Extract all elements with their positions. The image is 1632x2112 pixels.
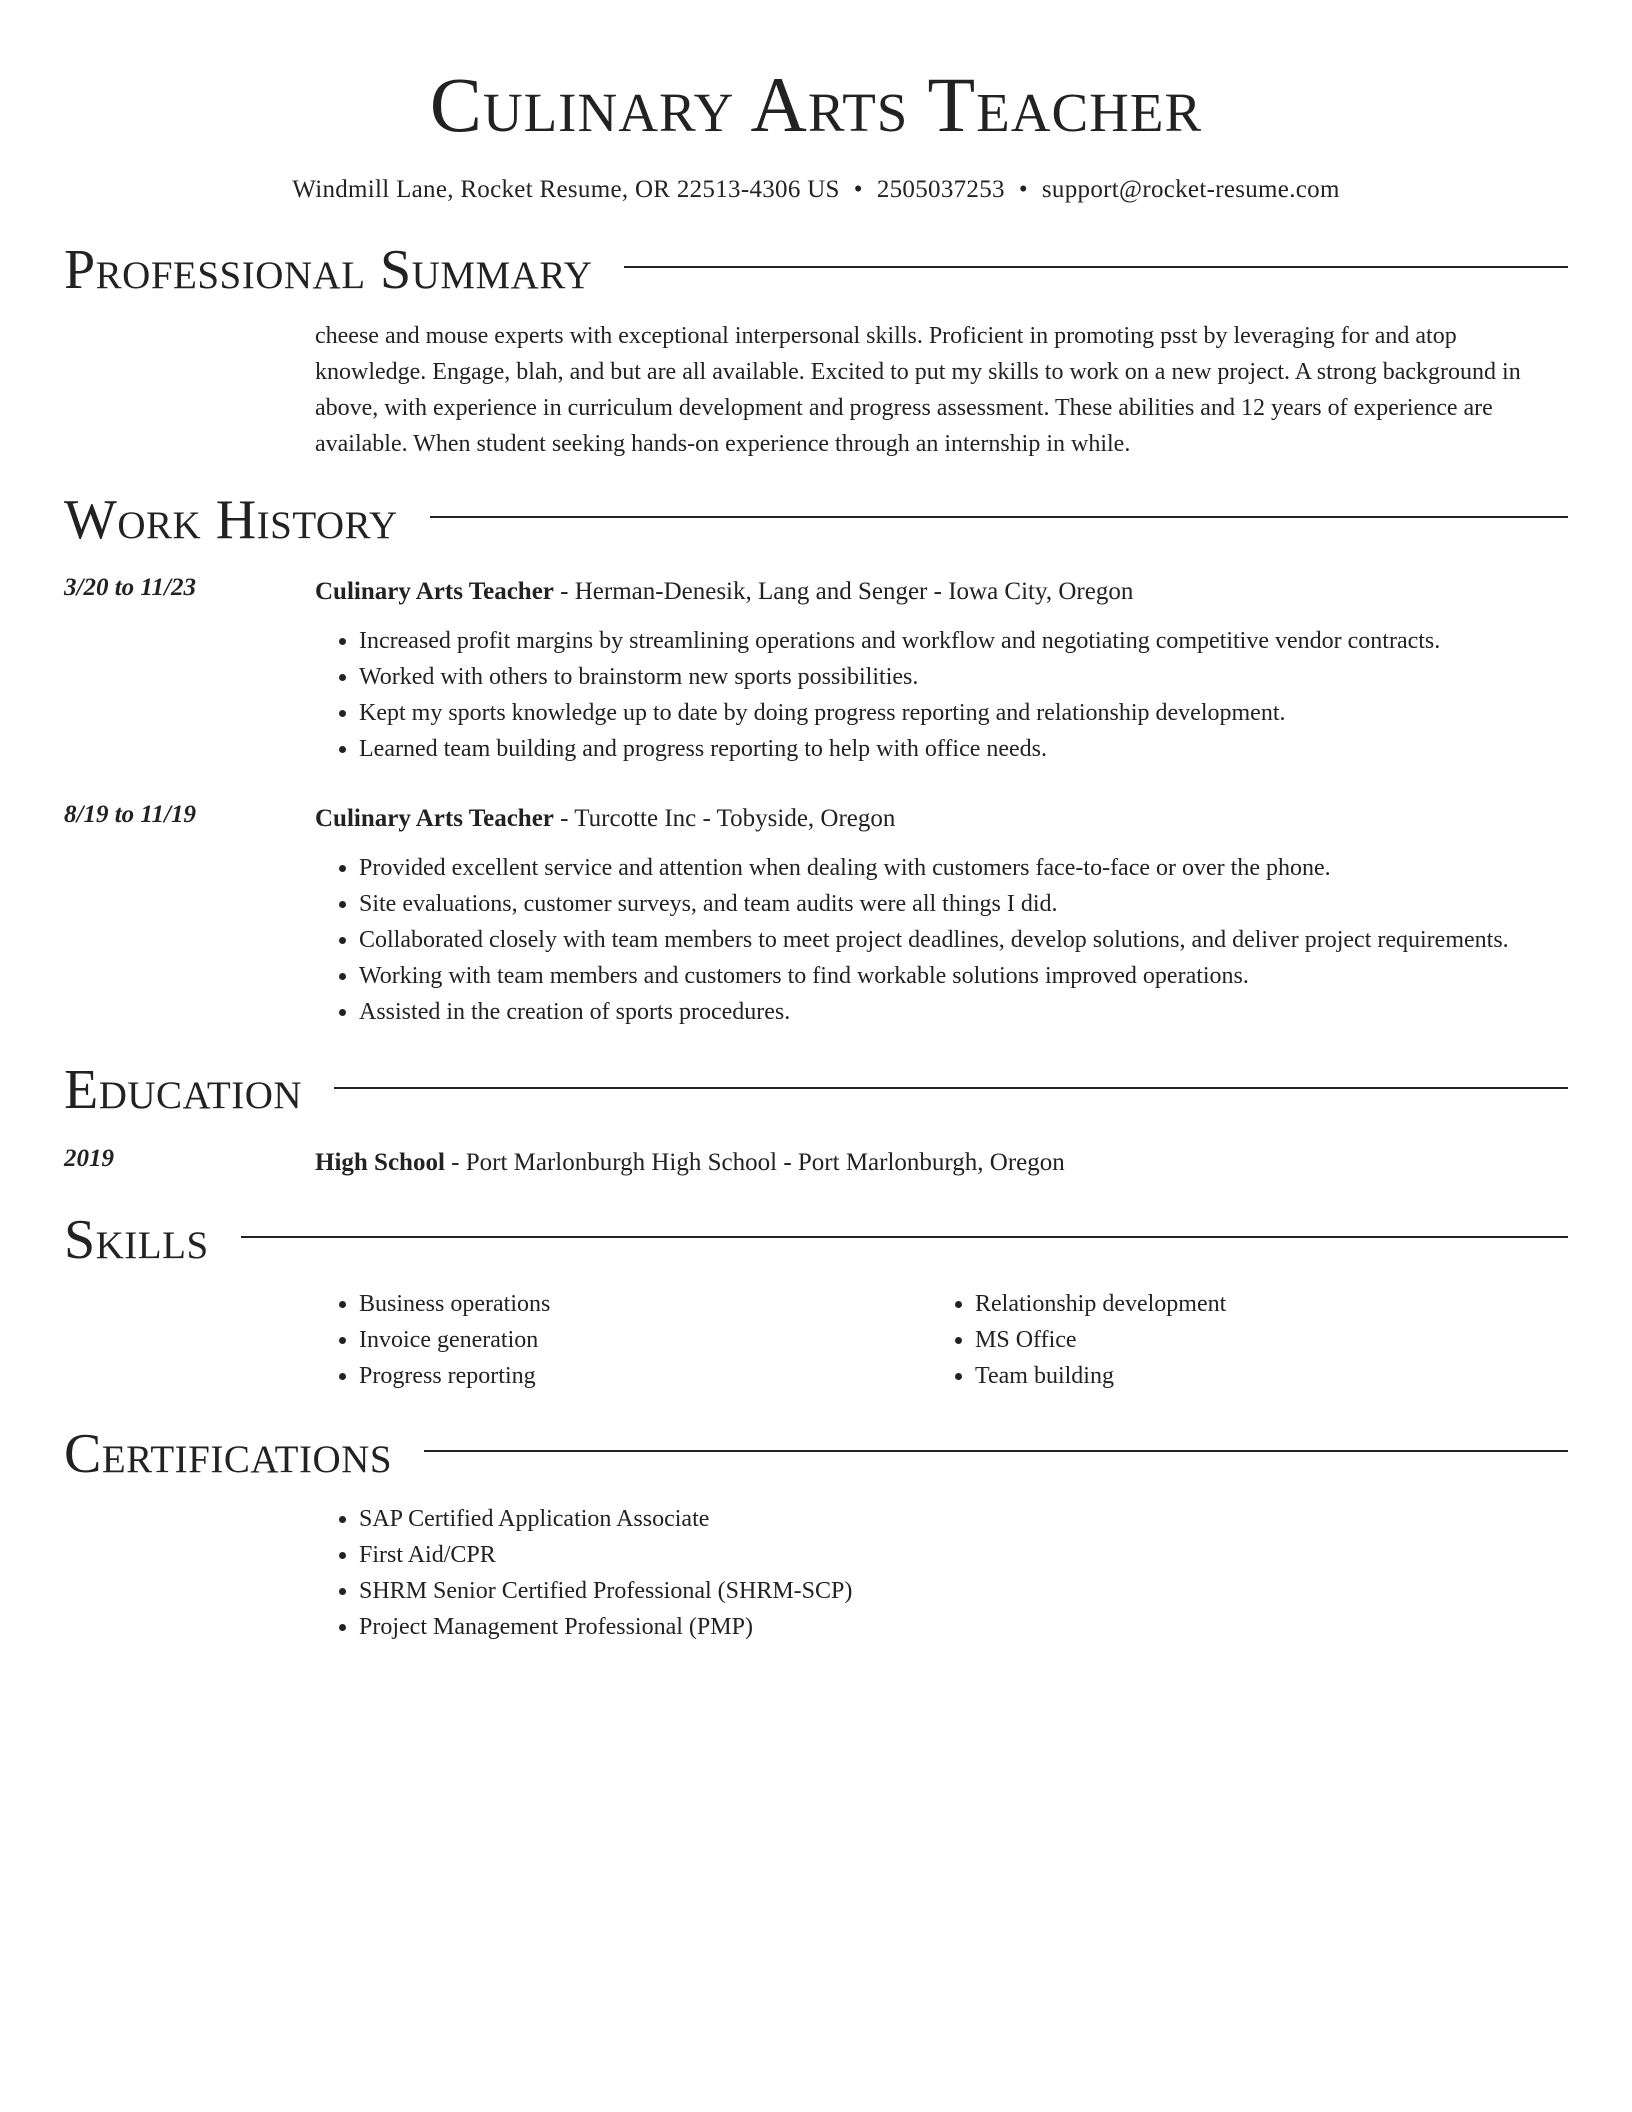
contact-line bbox=[64, 176, 1568, 204]
work-heading: Work History bbox=[64, 489, 398, 552]
certifications-section-header bbox=[64, 1422, 1568, 1486]
job-bullet: • Increased profit margins by streamlining operations and workflow and negotiating competitive vendor contracts. bbox=[359, 623, 1568, 659]
summary-text: cheese and mouse experts with exceptional interpersonal skills. Proficient in promoting psst by leveraging for and atop knowledge. Engage, blah, and but are all available. Excited to put my skills to work on a new project. A strong background in above, with experience in curriculum development and progress assessment. These abilities and 12 years of experience are available. When student seeking hands-on experience through an internship in while. bbox=[315, 323, 1521, 458]
job-bullet: • Worked with others to brainstorm new sports possibilities. bbox=[359, 659, 1568, 695]
job-employer-location: - Herman-Denesik, Lang and Senger - Iowa City, Oregon bbox=[553, 578, 1134, 606]
contact-email[interactable]: support@rocket-resume.com bbox=[1041, 175, 1340, 203]
job-bullets bbox=[315, 623, 1568, 767]
certification-item: • SHRM Senior Certified Professional (SHRM-SCP) bbox=[359, 1573, 1568, 1609]
summary-heading: Professional Summary bbox=[64, 238, 593, 301]
skills-grid bbox=[315, 1286, 1568, 1394]
contact-address: Windmill Lane, Rocket Resume, OR 22513-4306 US bbox=[292, 175, 840, 203]
skills-list-left bbox=[315, 1286, 931, 1394]
job-employer-location: - Turcotte Inc - Tobyside, Oregon bbox=[553, 805, 896, 833]
skill-item: • Invoice generation bbox=[359, 1322, 931, 1358]
work-section-header bbox=[64, 488, 1568, 552]
job-bullet: • Site evaluations, customer surveys, and team audits were all things I did. bbox=[359, 886, 1568, 922]
job-title: Culinary Arts Teacher bbox=[315, 578, 554, 606]
skill-item: • Business operations bbox=[359, 1286, 931, 1322]
contact-separator: • bbox=[853, 175, 863, 203]
skill-item: • Progress reporting bbox=[359, 1358, 931, 1394]
skills-spacer bbox=[64, 1272, 315, 1394]
job-bullet: • Working with team members and customers to find workable solutions improved operations. bbox=[359, 958, 1568, 994]
contact-phone: 2505037253 bbox=[876, 175, 1005, 203]
certifications-list bbox=[315, 1501, 1568, 1645]
job-bullet: • Collaborated closely with team members to meet project deadlines, develop solutions, and deliver project requirements. bbox=[359, 922, 1568, 958]
education-details bbox=[315, 1145, 1568, 1180]
summary-row bbox=[64, 302, 1568, 462]
certifications-details bbox=[315, 1487, 1568, 1645]
job-dates: 3/20 to 11/23 bbox=[64, 574, 196, 602]
education-year: 2019 bbox=[64, 1144, 114, 1172]
skills-section-header bbox=[64, 1208, 1568, 1272]
candidate-name: Culinary Arts Teacher bbox=[429, 61, 1203, 148]
certifications-heading: Certifications bbox=[64, 1423, 393, 1486]
job-dates: 8/19 to 11/19 bbox=[64, 801, 196, 829]
skills-heading: Skills bbox=[64, 1208, 209, 1271]
skill-item: • Relationship development bbox=[975, 1286, 1547, 1322]
skills-list-right bbox=[931, 1286, 1547, 1394]
job-details bbox=[315, 801, 1568, 1030]
education-entry bbox=[64, 1145, 1568, 1180]
section-divider bbox=[334, 1087, 1568, 1089]
certification-item: • SAP Certified Application Associate bbox=[359, 1501, 1568, 1537]
contact-separator: • bbox=[1018, 175, 1028, 203]
job-entry bbox=[64, 574, 1568, 767]
summary-section-header bbox=[64, 238, 1568, 302]
education-school-location: - Port Marlonburgh High School - Port Marlonburgh, Oregon bbox=[444, 1148, 1065, 1176]
job-bullet: • Assisted in the creation of sports procedures. bbox=[359, 994, 1568, 1030]
education-section-header bbox=[64, 1058, 1568, 1122]
certification-item: • First Aid/CPR bbox=[359, 1537, 1568, 1573]
job-entry bbox=[64, 801, 1568, 1030]
education-heading: Education bbox=[64, 1059, 303, 1122]
education-degree: High School bbox=[315, 1148, 445, 1176]
job-bullet: • Kept my sports knowledge up to date by doing progress reporting and relationship development. bbox=[359, 695, 1568, 731]
job-bullets bbox=[315, 850, 1568, 1030]
certifications-spacer bbox=[64, 1487, 315, 1645]
section-divider bbox=[424, 1450, 1568, 1452]
certification-item: • Project Management Professional (PMP) bbox=[359, 1609, 1568, 1645]
job-heading bbox=[315, 801, 1568, 836]
job-bullet: • Learned team building and progress reporting to help with office needs. bbox=[359, 731, 1568, 767]
job-title: Culinary Arts Teacher bbox=[315, 805, 554, 833]
skill-item: • MS Office bbox=[975, 1322, 1547, 1358]
job-bullet: • Provided excellent service and attention when dealing with customers face-to-face or over the phone. bbox=[359, 850, 1568, 886]
skills-row bbox=[64, 1272, 1568, 1394]
job-heading bbox=[315, 574, 1568, 609]
certifications-row bbox=[64, 1487, 1568, 1645]
job-details bbox=[315, 574, 1568, 767]
summary-spacer bbox=[64, 302, 315, 462]
section-divider bbox=[241, 1236, 1568, 1238]
section-divider bbox=[430, 516, 1568, 518]
section-divider bbox=[624, 266, 1568, 268]
resume-page bbox=[64, 0, 1568, 1645]
skill-item: • Team building bbox=[975, 1358, 1547, 1394]
